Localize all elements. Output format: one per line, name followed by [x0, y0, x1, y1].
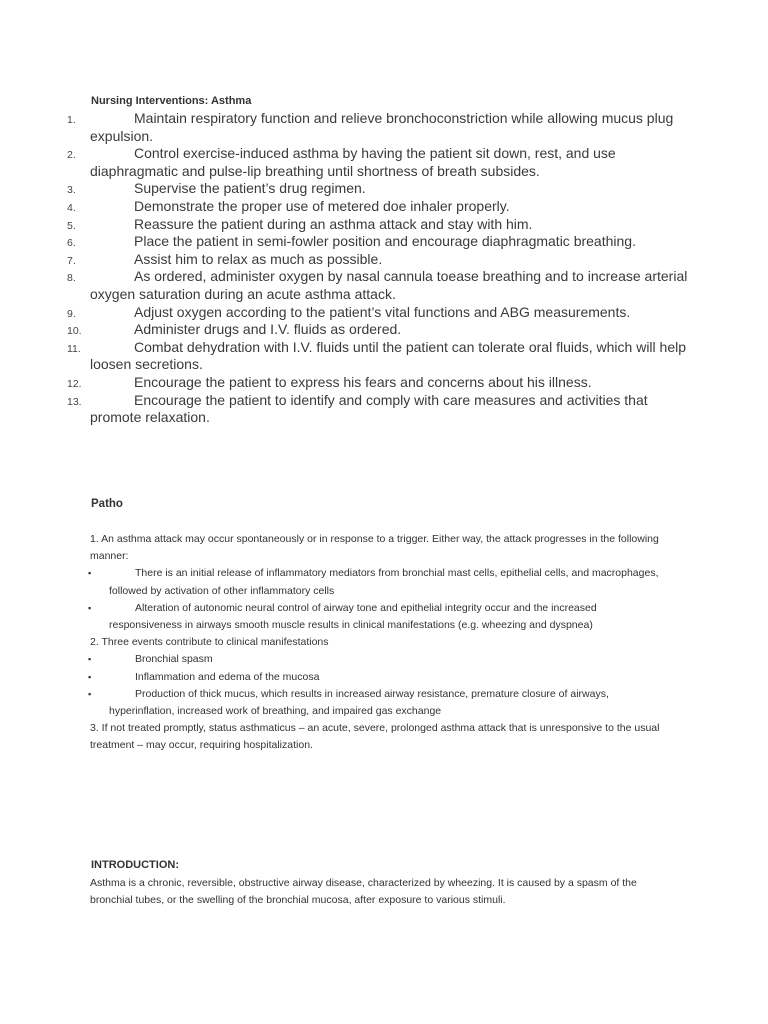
- list-item: [0, 180, 768, 198]
- list-item-text: Assist him to relax as much as possible.: [134, 250, 383, 267]
- list-item-number: 8.: [67, 272, 76, 285]
- list-item-number: 10.: [67, 325, 82, 338]
- patho-section: [0, 531, 768, 755]
- list-item: [0, 600, 768, 634]
- list-item: [0, 110, 768, 145]
- list-item: [0, 651, 768, 668]
- list-item-text: Administer drugs and I.V. fluids as ordered.: [134, 321, 402, 338]
- bullet-text: Inflammation and edema of the mucosa: [135, 670, 320, 683]
- nursing-interventions-list: [0, 110, 768, 427]
- introduction-text: Asthma is a chronic, reversible, obstructive airway disease, characterized by wheezing. It is caused by a spasm of the bronchial tubes, or the swelling of the bronchial mucosa, after exposure to various stimuli.: [90, 877, 637, 907]
- list-item-number: 6.: [67, 237, 76, 250]
- list-item-text: Supervise the patient’s drug regimen.: [134, 180, 366, 197]
- list-item-text: Demonstrate the proper use of metered doe inhaler properly.: [134, 197, 510, 214]
- list-item-number: 11.: [67, 342, 81, 355]
- patho-paragraph-2: 2. Three events contribute to clinical manifestations: [90, 636, 329, 649]
- patho-heading: Patho: [91, 498, 123, 510]
- bullet-icon: ▪: [88, 671, 92, 682]
- list-item: [0, 233, 768, 251]
- list-item-text: Encourage the patient to identify and comply with care measures and activities that promote relaxation.: [90, 391, 648, 426]
- list-item-text: Reassure the patient during an asthma attack and stay with him.: [134, 215, 533, 232]
- introduction-heading: INTRODUCTION:: [91, 859, 179, 871]
- list-item: [0, 251, 768, 269]
- bullet-icon: ▪: [88, 654, 92, 665]
- list-item: [0, 216, 768, 234]
- list-item: [0, 268, 768, 303]
- list-item-number: 12.: [67, 377, 82, 390]
- list-item-text: Maintain respiratory function and relieve bronchoconstriction while allowing mucus plug expulsion.: [90, 110, 674, 144]
- bullet-icon: ▪: [88, 688, 92, 699]
- bullet-text: There is an initial release of inflammatory mediators from bronchial mast cells, epithelial cells, and macrophages, followed by activation of other inflammatory cells: [109, 567, 659, 597]
- list-item: [0, 145, 768, 180]
- list-item: [0, 669, 768, 686]
- list-item-number: 7.: [67, 254, 76, 267]
- list-item-text: Control exercise-induced asthma by having the patient sit down, rest, and use diaphragmatic and pulse-lip breathing until shortness of breath subsides.: [90, 145, 616, 179]
- list-item: [0, 198, 768, 216]
- list-item-number: 4.: [67, 201, 76, 214]
- bullet-icon: ▪: [88, 568, 92, 579]
- list-item: [0, 339, 768, 374]
- list-item: [0, 565, 768, 599]
- bullet-text: Alteration of autonomic neural control of airway tone and epithelial integrity occur and the increased responsiveness in airways smooth muscle results in clinical manifestations (e.g. wheezing and dyspnea): [109, 601, 597, 632]
- list-item-number: 1.: [67, 114, 76, 126]
- list-item-number: 9.: [67, 307, 76, 320]
- bullet-icon: ▪: [88, 602, 92, 613]
- list-item-text: Adjust oxygen according to the patient’s vital functions and ABG measurements.: [134, 303, 631, 320]
- list-item-text: Combat dehydration with I.V. fluids until the patient can tolerate oral fluids, which will help loosen secretions.: [90, 338, 687, 373]
- list-item-number: 13.: [67, 395, 82, 408]
- list-item-number: 3.: [67, 184, 76, 197]
- list-item: [0, 321, 768, 339]
- list-item-number: 2.: [67, 149, 76, 162]
- patho-paragraph-1: 1. An asthma attack may occur spontaneously or in response to a trigger. Either way, the attack progresses in the following manner:: [90, 533, 659, 563]
- list-item: [0, 686, 768, 720]
- list-item: [0, 392, 768, 427]
- list-item-number: 5.: [67, 219, 76, 232]
- list-item-text: As ordered, administer oxygen by nasal cannula toease breathing and to increase arterial oxygen saturation during an acute asthma attack.: [90, 268, 688, 302]
- list-item: [0, 374, 768, 392]
- bullet-text: Bronchial spasm: [135, 653, 213, 666]
- bullet-text: Production of thick mucus, which results in increased airway resistance, premature closure of airways, hyperinflation, increased work of breathing, and impaired gas exchange: [109, 687, 609, 718]
- nursing-interventions-heading: Nursing Interventions: Asthma: [91, 95, 252, 107]
- list-item-text: Place the patient in semi-fowler position and encourage diaphragmatic breathing.: [134, 233, 636, 250]
- list-item-text: Encourage the patient to express his fears and concerns about his illness.: [134, 373, 592, 390]
- list-item: [0, 304, 768, 322]
- patho-paragraph-3: 3. If not treated promptly, status asthmaticus – an acute, severe, prolonged asthma attack that is unresponsive to the usual treatment – may occur, requiring hospitalization.: [90, 722, 660, 752]
